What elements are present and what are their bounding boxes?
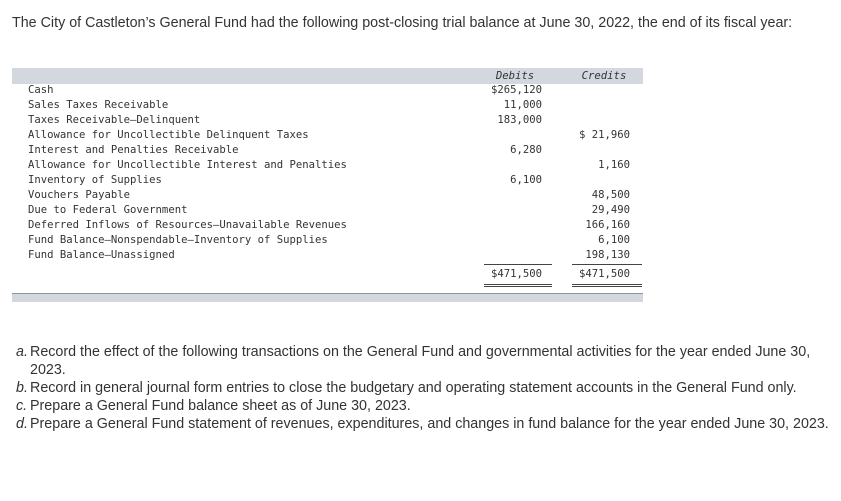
requirement-item <box>16 343 834 379</box>
table-row <box>12 189 643 204</box>
requirements-list <box>16 343 834 433</box>
account-name: Allowance for Uncollectible Interest and Penalties <box>28 159 347 171</box>
debit-amount: 6,100 <box>510 174 542 186</box>
debit-amount: 183,000 <box>497 114 542 126</box>
requirement-text: Prepare a General Fund statement of revenues, expenditures, and changes in fund balance for the year ended June 30, 2023. <box>30 416 829 432</box>
table-row <box>12 84 643 99</box>
table-row <box>12 174 643 189</box>
table-row <box>12 159 643 174</box>
debit-amount: $265,120 <box>490 84 542 96</box>
table-header-bar <box>12 68 643 84</box>
debit-total: $471,500 <box>490 268 542 280</box>
account-name: Cash <box>28 84 54 96</box>
credits-header: Credits <box>581 70 627 82</box>
debit-total-double-rule <box>484 284 552 287</box>
debits-header: Debits <box>495 70 535 82</box>
account-name: Interest and Penalties Receivable <box>28 144 239 156</box>
problem-intro: The City of Castleton’s General Fund had the following post-closing trial balance at June 30, 2022, the end of its fiscal year: <box>12 15 793 31</box>
account-name: Sales Taxes Receivable <box>28 99 169 111</box>
account-name: Fund Balance—Nonspendable—Inventory of Supplies <box>28 234 328 246</box>
credit-amount: 198,130 <box>585 249 630 261</box>
credit-amount: 29,490 <box>591 204 630 216</box>
requirement-item <box>16 415 834 433</box>
account-name: Taxes Receivable—Delinquent <box>28 114 201 126</box>
requirement-text: Prepare a General Fund balance sheet as of June 30, 2023. <box>30 398 411 414</box>
table-row <box>12 144 643 159</box>
account-name: Due to Federal Government <box>28 204 188 216</box>
requirement-letter: b. <box>16 380 28 396</box>
credit-subtotal-rule <box>572 264 642 265</box>
requirement-item <box>16 379 834 397</box>
table-row <box>12 219 643 234</box>
account-name: Fund Balance—Unassigned <box>28 249 175 261</box>
table-row <box>12 114 643 129</box>
requirement-letter: c. <box>16 398 28 414</box>
requirement-item <box>16 397 834 415</box>
credit-total: $471,500 <box>578 268 630 280</box>
requirement-text: Record in general journal form entries to close the budgetary and operating statement accounts in the General Fund only. <box>30 380 797 396</box>
account-name: Allowance for Uncollectible Delinquent Taxes <box>28 129 309 141</box>
credit-amount: 166,160 <box>585 219 630 231</box>
debit-amount: 11,000 <box>503 99 542 111</box>
credit-total-double-rule <box>572 284 642 287</box>
table-row <box>12 249 643 264</box>
account-name: Inventory of Supplies <box>28 174 162 186</box>
requirement-letter: a. <box>16 344 28 360</box>
credit-amount: 6,100 <box>598 234 630 246</box>
table-footer-bar <box>12 293 643 302</box>
requirement-letter: d. <box>16 416 28 432</box>
table-row <box>12 99 643 114</box>
debit-subtotal-rule <box>484 264 552 265</box>
debit-amount: 6,280 <box>510 144 542 156</box>
credit-amount: $ 21,960 <box>578 129 630 141</box>
account-name: Deferred Inflows of Resources—Unavailable Revenues <box>28 219 347 231</box>
table-row <box>12 204 643 219</box>
table-row <box>12 129 643 144</box>
table-row <box>12 234 643 249</box>
trial-balance-table <box>12 68 643 304</box>
account-name: Vouchers Payable <box>28 189 131 201</box>
credit-amount: 48,500 <box>591 189 630 201</box>
credit-amount: 1,160 <box>598 159 630 171</box>
requirement-text: Record the effect of the following transactions on the General Fund and governmental activities for the year ended June 30, 2023. <box>30 344 811 378</box>
